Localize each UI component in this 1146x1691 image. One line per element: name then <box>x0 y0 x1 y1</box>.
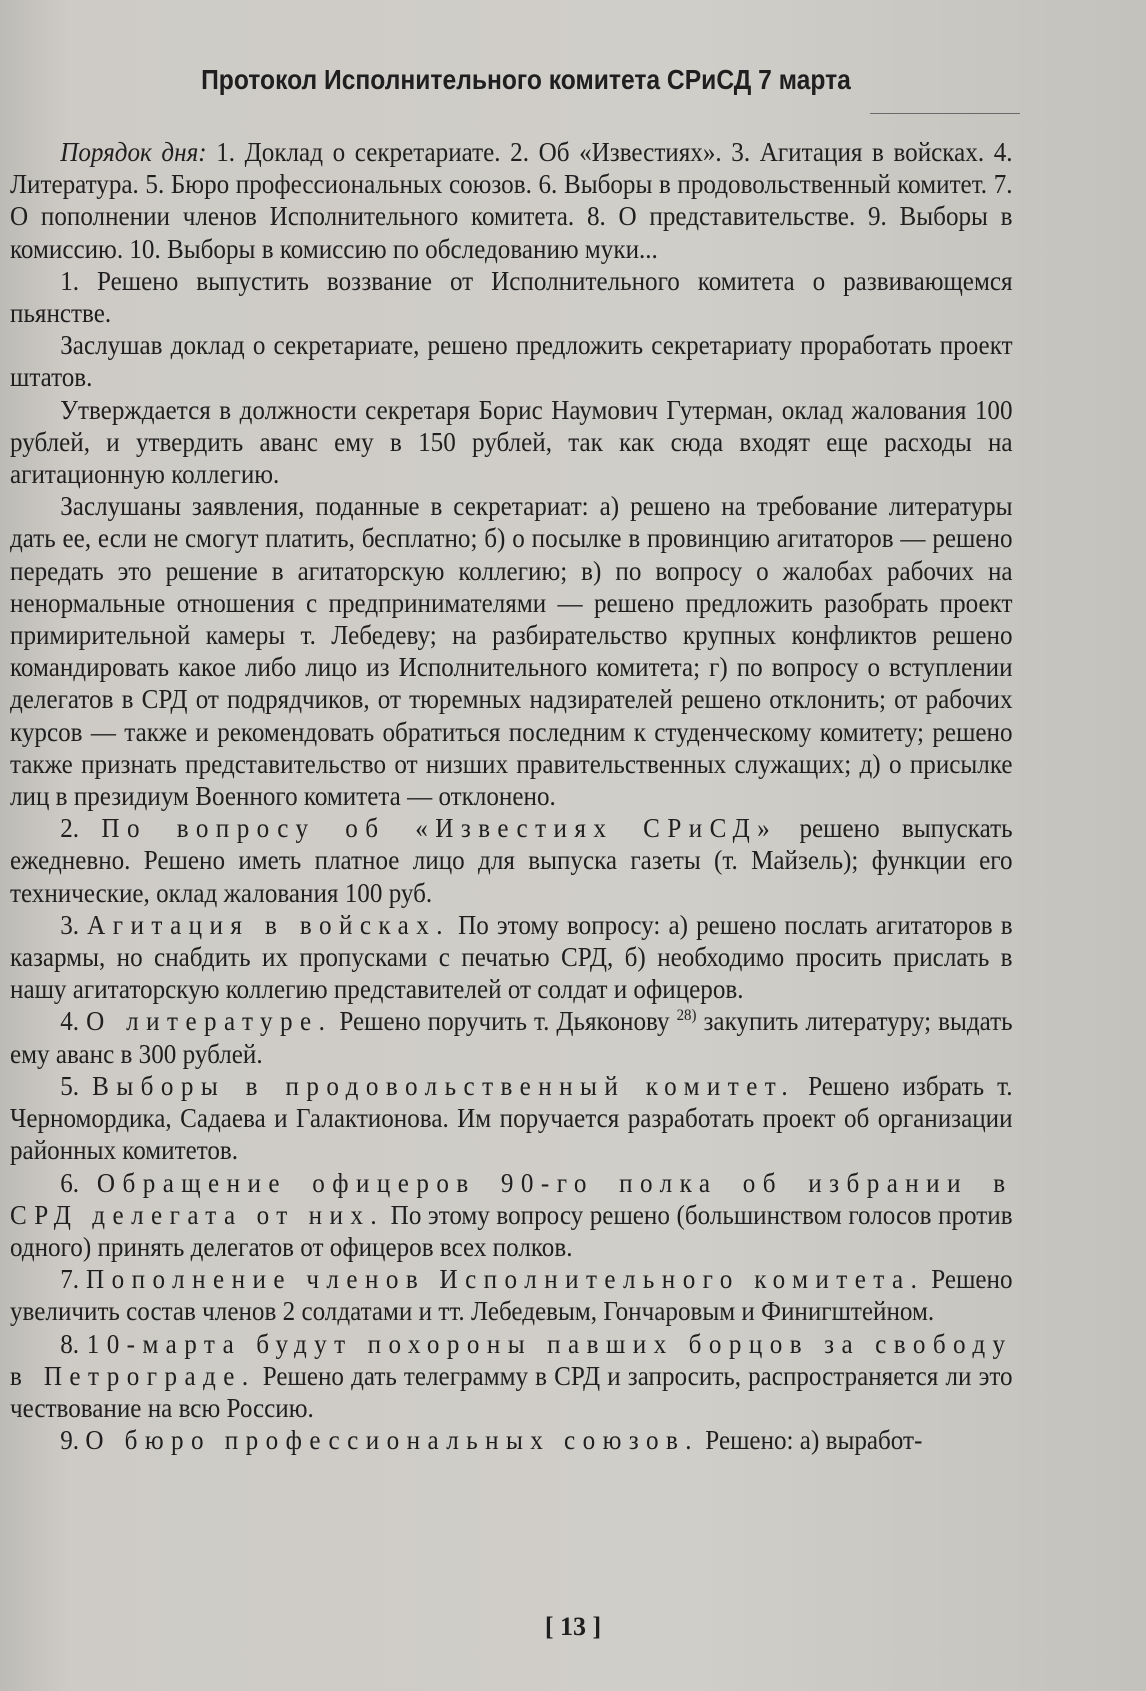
item-text: Решено избрать т. Черномордика, Садаева и Галактионова. Им поручается разработать проект об организации районных комитетов. <box>10 1070 1013 1166</box>
agenda-paragraph <box>10 136 1013 265</box>
paragraph <box>10 1070 1013 1167</box>
paragraph: 1. Решено выпустить воззвание от Исполнительного комитета о развивающемся пьянстве. <box>10 265 1013 329</box>
item-text: решено выпускать ежедневно. Решено иметь платное лицо для выпуска газеты (т. Майзель); функции его технические, оклад жалования 100 руб. <box>10 813 1013 908</box>
paragraph <box>10 1328 1013 1425</box>
agenda-label: Порядок дня: <box>60 137 207 167</box>
item-number: 7. <box>60 1264 87 1295</box>
item-heading: О литературе. <box>86 1006 333 1037</box>
page-title: Протокол Исполнительного комитета СРиСД 7 марта <box>201 64 851 95</box>
paragraph <box>10 1263 1013 1327</box>
item-heading: Агитация в войсках. <box>87 909 450 940</box>
item-number: 3. <box>60 909 88 940</box>
item-number: 2. <box>60 813 102 844</box>
paragraph <box>10 1167 1013 1264</box>
scan-mark <box>870 113 1020 114</box>
item-text: закупить литературу; выдать ему аванс в 300 рублей. <box>10 1006 1013 1069</box>
page-number: [ 13 ] <box>544 1612 602 1641</box>
item-text: По этому вопросу решено (большинством голосов против одного) принять делегатов от офицеров всех полков. <box>10 1199 1013 1262</box>
paragraph <box>10 1424 1013 1456</box>
item-number: 5. <box>60 1070 93 1101</box>
agenda-text: 1. Доклад о секретариате. 2. Об «Известиях». 3. Агитация в войсках. 4. Литература. 5. Бюро профессиональных союзов. 6. Выборы в продовольственный комитет. 7. О пополнении членов Исполнительного комитета. 8. О представительстве. 9. Выборы в комиссию. 10. Выборы в комиссию по обследованию муки... <box>10 137 1013 264</box>
item-text: По этому вопросу: а) решено послать агитаторов в казармы, но снабдить их пропусками с печатью СРД, б) необходимо просить прислать в нашу агитаторскую коллегию представителей от солдат и офицеров. <box>10 909 1013 1005</box>
paragraph: Заслушав доклад о секретариате, решено предложить секретариату проработать проект штатов. <box>10 330 1013 393</box>
item-number: 6. <box>60 1167 97 1198</box>
item-number: 8. <box>60 1328 87 1359</box>
item-text: Решено увеличить состав членов 2 солдатами и тт. Лебедевым, Гончаровым и Финигштейном. <box>10 1264 1013 1327</box>
paragraph: Утверждается в должности секретаря Борис Наумович Гутерман, оклад жалования 100 рублей, и утвердить аванс ему в 150 рублей, так как сюда входят еще расходы на агитационную коллегию. <box>10 394 1013 490</box>
item-heading: О бюро профессиональных союзов. <box>85 1425 700 1456</box>
paragraph: Заслушаны заявления, поданные в секретариат: а) решено на требование литературы дать ее, если не смогут платить, бесплатно; б) о посылке в провинцию агитаторов — решено передать это решение в агитаторскую коллегию; в) по вопросу о жалобах рабочих на ненормальные отношения с предпринимателями — решено предложить разобрать проект примирительной камеры т. Лебедеву; на разбирательство крупных конфликтов решено командировать какое либо лицо из Исполнительного комитета; г) по вопросу о вступлении делегатов в СРД от подрядчиков, от тюремных надзирателей решено отклонить; от рабочих курсов — также и рекомендовать обратиться последним к студенческому комитету; решено также признать представительство от низших правительственных служащих; д) о присылке лиц в президиум Военного комитета — отклонено. <box>10 491 1013 812</box>
footnote-marker: 28) <box>676 1007 697 1025</box>
item-text: Решено поручить т. Дьяконову <box>332 1006 677 1037</box>
item-heading: По вопросу об «Известиях СРиСД» <box>101 813 778 844</box>
paragraph <box>10 1005 1013 1069</box>
paragraph <box>10 909 1013 1006</box>
item-heading: 10-марта будут похороны павших борцов за свободу в Петрограде. <box>10 1328 1013 1391</box>
paragraph <box>10 812 1013 909</box>
document-body <box>10 136 1013 1456</box>
item-number: 4. <box>60 1006 87 1037</box>
item-text: Решено: а) выработ- <box>699 1425 923 1456</box>
item-heading: Пополнение членов Исполнительного комитета. <box>86 1264 925 1295</box>
item-heading: Выборы в продовольственный комитет. <box>92 1070 796 1101</box>
item-text: Решено дать телеграмму в СРД и запросить, распространяется ли это чествование на всю Россию. <box>10 1360 1013 1423</box>
item-number: 9. <box>60 1425 86 1456</box>
item-heading: Обращение офицеров 90-го полка об избрании в СРД делегата от них. <box>10 1167 1013 1230</box>
